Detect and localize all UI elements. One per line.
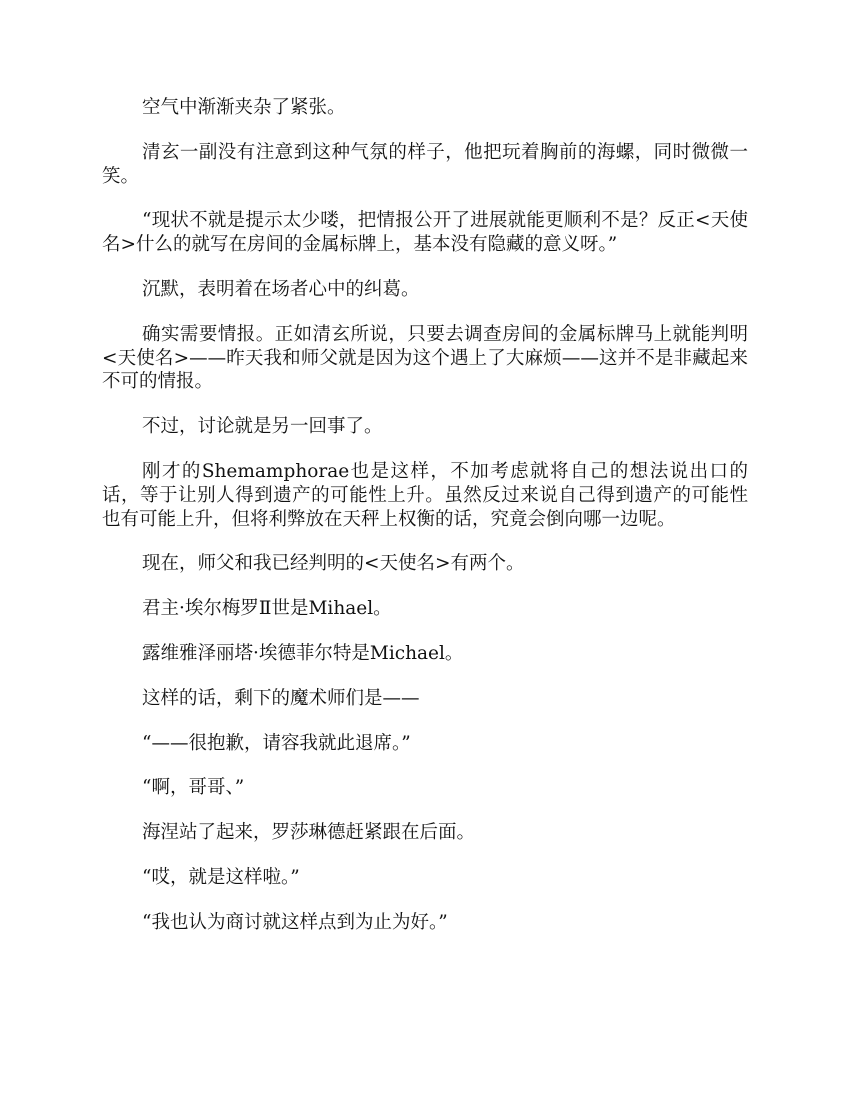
paragraph: “我也认为商讨就这样点到为止为好。” [142,911,448,933]
paragraph: 露维雅泽丽塔·埃德菲尔特是Michael。 [142,642,464,664]
paragraph: 这样的话，剩下的魔术师们是—— [142,687,420,709]
paragraph: 清玄一副没有注意到这种气氛的样子，他把玩着胸前的海螺，同时微微一笑。 [102,141,748,187]
paragraph: 刚才的Shemamphorae也是这样，不加考虑就将自己的想法说出口的话，等于让别人得到遗产的可能性上升。虽然反过来说自己得到遗产的可能性也有可能上升，但将利弊放在天秤上权衡的话，究竟会倒向哪一边呢。 [102,460,748,530]
paragraph: “哎，就是这样啦。” [142,866,300,888]
paragraph: 君主·埃尔梅罗Ⅱ世是Mihael。 [142,598,392,620]
document-page [102,96,748,956]
paragraph: 海涅站了起来，罗莎琳德赶紧跟在后面。 [142,822,476,844]
paragraph: “——很抱歉，请容我就此退席。” [142,732,411,754]
paragraph: 沉默，表明着在场者心中的纠葛。 [142,278,420,300]
paragraph: 空气中渐渐夹杂了紧张。 [142,97,346,118]
paragraph: 确实需要情报。正如清玄所说，只要去调查房间的金属标牌马上就能判明<天使名>——昨天我和师父就是因为这个遇上了大麻烦——这并不是非藏起来不可的情报。 [102,323,748,393]
paragraph: “啊，哥哥、” [142,777,245,799]
paragraph: “现状不就是提示太少喽，把情报公开了进展就能更顺利不是？反正<天使名>什么的就写在房间的金属标牌上，基本没有隐藏的意义呀。” [102,210,748,256]
paragraph: 现在，师父和我已经判明的<天使名>有两个。 [142,553,525,575]
paragraph: 不过，讨论就是另一回事了。 [142,416,383,438]
